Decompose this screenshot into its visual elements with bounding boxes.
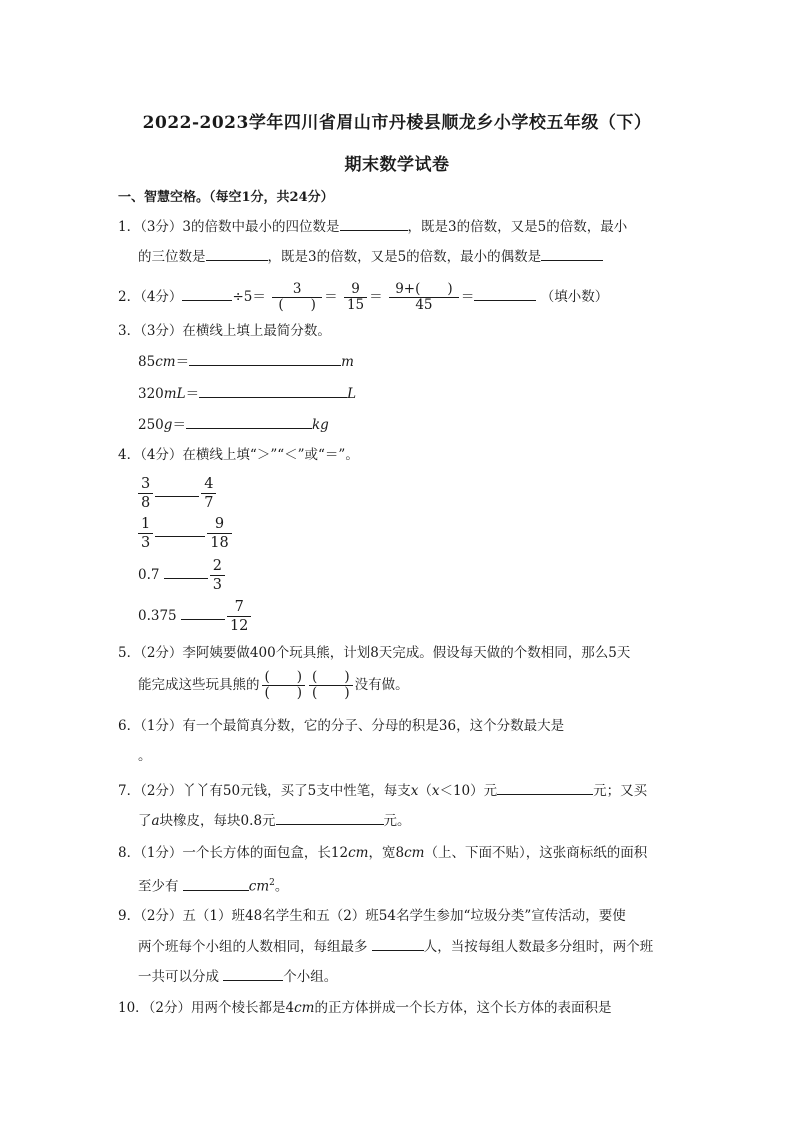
question-8-line-2: 至少有 $cm^2$。 xyxy=(138,873,288,897)
fraction: $\frac{9+( )}{45}$ xyxy=(389,282,459,313)
answer-blank[interactable] xyxy=(155,522,205,537)
question-5-line-1: 5．（2分）李阿姨要做400个玩具熊，计划8天完成。假设每天做的个数相同，那么5天 xyxy=(118,645,631,661)
exam-subtitle: 期末数学试卷 xyxy=(344,155,450,175)
question-1-line-1: 1．（3分）3的倍数中最小的四位数是 ，既是3的倍数，又是5的倍数，最小 xyxy=(118,216,627,237)
answer-blank[interactable] xyxy=(497,780,593,795)
answer-fraction[interactable]: $\frac{( )}{( )}$ xyxy=(262,670,306,701)
question-9-line-3: 一共可以分成 个小组。 xyxy=(138,966,337,987)
answer-blank[interactable] xyxy=(183,876,249,891)
fraction: $\frac{1}{3}$ xyxy=(138,515,153,552)
section-heading: 一、智慧空格。（每空1分，共24分） xyxy=(118,190,334,205)
question-9-line-1: 9．（2分）五（1）班48名学生和五（2）班54名学生参加“垃圾分类”宣传活动，要使 xyxy=(118,908,626,924)
answer-blank[interactable] xyxy=(199,383,347,398)
question-6-line-1: 6．（1分）有一个最简真分数，它的分子、分母的积是36，这个分数最大是 xyxy=(118,718,565,734)
answer-blank[interactable] xyxy=(189,351,341,366)
answer-blank[interactable] xyxy=(340,216,408,231)
question-4-row-3: 0.7 $\frac{2}{3}$ xyxy=(138,557,227,594)
question-7-line-2: 了a块橡皮，每块0.8元 元。 xyxy=(138,810,411,831)
answer-blank[interactable] xyxy=(372,936,424,951)
fraction: $\frac{9}{18}$ xyxy=(207,515,231,552)
question-5-line-2: 能完成这些玩具熊的 $\frac{( )}{( )}$ $\frac{( )}{( )}$ 没有做。 xyxy=(138,669,409,701)
answer-blank[interactable] xyxy=(181,605,225,620)
question-3-row-3: 250g＝ kg xyxy=(138,414,329,435)
question-3-row-1: 85cm＝ m xyxy=(138,351,354,372)
exam-title: 2022-2023学年四川省眉山市丹棱县顺龙乡小学校五年级（下） xyxy=(142,113,652,133)
question-4-row-1 xyxy=(136,475,218,512)
fraction: $\frac{7}{12}$ xyxy=(227,598,251,635)
fraction: $\frac{3}{8}$ xyxy=(138,475,153,512)
question-2: 2．（4分） ÷5＝ $\frac{3}{( )}$ ＝ $\frac{9}{15}$ ＝ $\frac{9+( )}{45}$ ＝ （填小数） xyxy=(118,281,609,313)
question-3: 3．（3分）在横线上填上最简分数。 xyxy=(118,323,331,339)
question-4: 4．（4分）在横线上填“＞”“＜”或“＝”。 xyxy=(118,447,359,463)
question-10-line-1: 10．（2分）用两个棱长都是4cm的正方体拼成一个长方体，这个长方体的表面积是 xyxy=(118,1000,612,1016)
answer-blank[interactable] xyxy=(155,482,199,497)
answer-blank[interactable] xyxy=(276,810,384,825)
question-3-row-2: 320mL＝ L xyxy=(138,383,356,404)
question-8-line-1: 8．（1分）一个长方体的面包盒，长12cm，宽8cm（上、下面不贴），这张商标纸的面积 xyxy=(118,845,648,861)
answer-blank[interactable] xyxy=(541,246,603,261)
question-4-row-4: 0.375 $\frac{7}{12}$ xyxy=(138,598,253,635)
fraction: $\frac{2}{3}$ xyxy=(210,557,225,594)
question-1-line-2: 的三位数是 ，既是3的倍数，又是5的倍数，最小的偶数是 xyxy=(138,246,603,267)
question-4-row-2 xyxy=(136,515,234,552)
answer-blank[interactable] xyxy=(182,286,232,301)
answer-fraction[interactable]: $\frac{( )}{( )}$ xyxy=(309,670,353,701)
question-9-line-2: 两个班每个小组的人数相同，每组最多 人，当按每组人数最多分组时，两个班 xyxy=(138,936,653,957)
question-6-line-2: 。 xyxy=(138,748,152,764)
answer-blank[interactable] xyxy=(474,286,536,301)
answer-blank[interactable] xyxy=(206,246,268,261)
fraction: $\frac{9}{15}$ xyxy=(344,282,367,313)
answer-blank[interactable] xyxy=(186,414,312,429)
answer-blank[interactable] xyxy=(223,966,283,981)
fraction: $\frac{4}{7}$ xyxy=(201,475,216,512)
fraction: $\frac{3}{( )}$ xyxy=(272,282,322,313)
question-7-line-1: 7．（2分）丫丫有50元钱，买了5支中性笔，每支x（x＜10）元 元；又买 xyxy=(118,780,647,801)
answer-blank[interactable] xyxy=(164,564,208,579)
